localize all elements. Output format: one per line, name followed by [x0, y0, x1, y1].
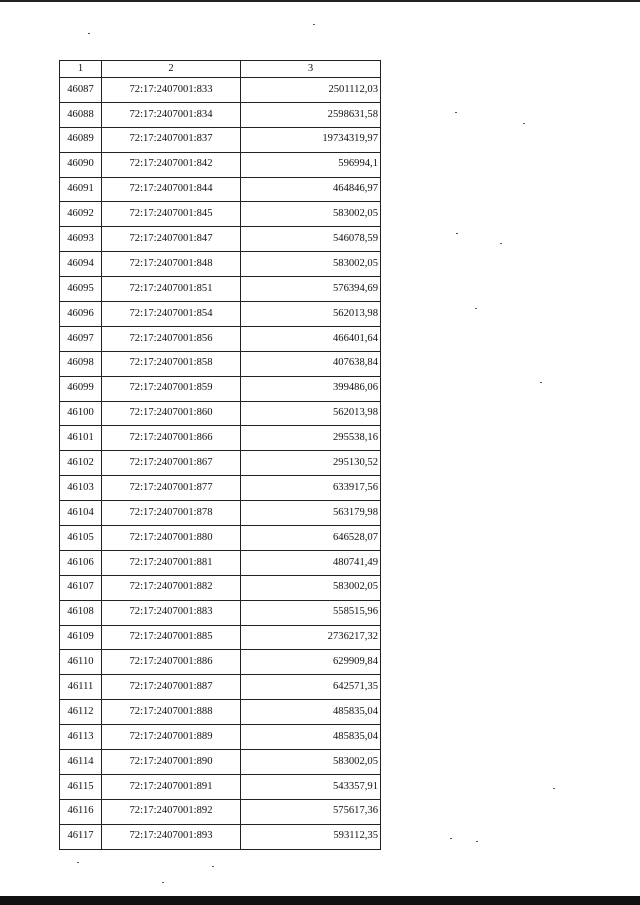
row-number: 46109 — [60, 625, 102, 650]
table-row — [60, 501, 381, 526]
cadastral-value: 2501112,03 — [241, 78, 381, 103]
cadastral-value: 485835,04 — [241, 700, 381, 725]
cadastral-number: 72:17:2407001:834 — [102, 102, 241, 127]
scan-speck — [540, 382, 542, 383]
row-number: 46095 — [60, 277, 102, 302]
row-number: 46114 — [60, 750, 102, 775]
row-number: 46096 — [60, 302, 102, 327]
row-number: 46094 — [60, 252, 102, 277]
row-number: 46090 — [60, 152, 102, 177]
cadastral-value: 563179,98 — [241, 501, 381, 526]
table-row — [60, 476, 381, 501]
table-row — [60, 401, 381, 426]
row-number: 46099 — [60, 376, 102, 401]
row-number: 46103 — [60, 476, 102, 501]
cadastral-number: 72:17:2407001:854 — [102, 302, 241, 327]
cadastral-value: 546078,59 — [241, 227, 381, 252]
cadastral-value: 576394,69 — [241, 277, 381, 302]
row-number: 46107 — [60, 575, 102, 600]
table-row — [60, 700, 381, 725]
table-row — [60, 302, 381, 327]
cadastral-value: 646528,07 — [241, 526, 381, 551]
cadastral-value: 575617,36 — [241, 799, 381, 824]
cadastral-value: 583002,05 — [241, 750, 381, 775]
cadastral-value: 485835,04 — [241, 725, 381, 750]
cadastral-number: 72:17:2407001:842 — [102, 152, 241, 177]
cadastral-value: 19734319,97 — [241, 127, 381, 152]
row-number: 46106 — [60, 550, 102, 575]
cadastral-number: 72:17:2407001:848 — [102, 252, 241, 277]
cadastral-number: 72:17:2407001:891 — [102, 774, 241, 799]
row-number: 46115 — [60, 774, 102, 799]
scan-speck — [455, 112, 457, 113]
row-number: 46087 — [60, 78, 102, 103]
cadastral-number: 72:17:2407001:859 — [102, 376, 241, 401]
scan-speck — [456, 233, 458, 234]
table-row — [60, 750, 381, 775]
cadastral-number: 72:17:2407001:887 — [102, 675, 241, 700]
row-number: 46104 — [60, 501, 102, 526]
cadastral-value: 480741,49 — [241, 550, 381, 575]
table-row — [60, 625, 381, 650]
row-number: 46100 — [60, 401, 102, 426]
table-row — [60, 426, 381, 451]
cadastral-value: 583002,05 — [241, 252, 381, 277]
cadastral-value: 558515,96 — [241, 600, 381, 625]
cadastral-number: 72:17:2407001:892 — [102, 799, 241, 824]
table-row — [60, 376, 381, 401]
row-number: 46089 — [60, 127, 102, 152]
table-row — [60, 675, 381, 700]
cadastral-value: 399486,06 — [241, 376, 381, 401]
scan-speck — [162, 882, 164, 883]
table-row — [60, 277, 381, 302]
table-row — [60, 575, 381, 600]
table-header-row — [60, 61, 381, 78]
cadastral-number: 72:17:2407001:845 — [102, 202, 241, 227]
table-row — [60, 600, 381, 625]
row-number: 46111 — [60, 675, 102, 700]
table-row — [60, 351, 381, 376]
table-row — [60, 326, 381, 351]
cadastral-number: 72:17:2407001:885 — [102, 625, 241, 650]
cadastral-value: 583002,05 — [241, 202, 381, 227]
scan-speck — [553, 788, 555, 789]
table-row — [60, 202, 381, 227]
cadastral-value: 642571,35 — [241, 675, 381, 700]
cadastral-value: 633917,56 — [241, 476, 381, 501]
cadastral-number: 72:17:2407001:866 — [102, 426, 241, 451]
table-row — [60, 824, 381, 849]
row-number: 46088 — [60, 102, 102, 127]
column-header-1: 1 — [60, 61, 102, 78]
scan-speck — [476, 841, 478, 842]
cadastral-number: 72:17:2407001:888 — [102, 700, 241, 725]
cadastral-number: 72:17:2407001:856 — [102, 326, 241, 351]
table-row — [60, 102, 381, 127]
scan-top-edge — [0, 0, 640, 2]
cadastral-number: 72:17:2407001:880 — [102, 526, 241, 551]
cadastral-number: 72:17:2407001:890 — [102, 750, 241, 775]
row-number: 46113 — [60, 725, 102, 750]
scan-speck — [212, 866, 214, 867]
cadastral-value: 629909,84 — [241, 650, 381, 675]
cadastral-value: 562013,98 — [241, 302, 381, 327]
row-number: 46093 — [60, 227, 102, 252]
cadastral-number: 72:17:2407001:877 — [102, 476, 241, 501]
table-row — [60, 650, 381, 675]
cadastral-number: 72:17:2407001:860 — [102, 401, 241, 426]
table-row — [60, 177, 381, 202]
table-row — [60, 252, 381, 277]
cadastral-number: 72:17:2407001:851 — [102, 277, 241, 302]
cadastral-value: 2598631,58 — [241, 102, 381, 127]
cadastral-value: 295538,16 — [241, 426, 381, 451]
cadastral-number: 72:17:2407001:858 — [102, 351, 241, 376]
cadastral-number: 72:17:2407001:878 — [102, 501, 241, 526]
scan-speck — [475, 308, 477, 309]
scan-speck — [523, 123, 525, 124]
cadastral-value: 295130,52 — [241, 451, 381, 476]
cadastral-number: 72:17:2407001:886 — [102, 650, 241, 675]
scan-speck — [77, 862, 79, 863]
table-row — [60, 550, 381, 575]
cadastral-value: 2736217,32 — [241, 625, 381, 650]
cadastral-number: 72:17:2407001:837 — [102, 127, 241, 152]
scan-speck — [500, 243, 502, 244]
scan-speck — [450, 838, 452, 839]
row-number: 46108 — [60, 600, 102, 625]
cadastral-number: 72:17:2407001:833 — [102, 78, 241, 103]
row-number: 46102 — [60, 451, 102, 476]
row-number: 46110 — [60, 650, 102, 675]
row-number: 46097 — [60, 326, 102, 351]
column-header-2: 2 — [102, 61, 241, 78]
cadastral-number: 72:17:2407001:867 — [102, 451, 241, 476]
cadastral-value: 596994,1 — [241, 152, 381, 177]
table-row — [60, 78, 381, 103]
table-row — [60, 799, 381, 824]
cadastral-number: 72:17:2407001:881 — [102, 550, 241, 575]
scan-speck — [88, 33, 90, 34]
row-number: 46091 — [60, 177, 102, 202]
table-row — [60, 526, 381, 551]
scan-bottom-edge — [0, 896, 640, 905]
cadastral-number: 72:17:2407001:882 — [102, 575, 241, 600]
table-row — [60, 152, 381, 177]
row-number: 46092 — [60, 202, 102, 227]
cadastral-value: 466401,64 — [241, 326, 381, 351]
row-number: 46098 — [60, 351, 102, 376]
cadastral-value: 543357,91 — [241, 774, 381, 799]
row-number: 46117 — [60, 824, 102, 849]
row-number: 46116 — [60, 799, 102, 824]
cadastral-number: 72:17:2407001:893 — [102, 824, 241, 849]
cadastral-number: 72:17:2407001:847 — [102, 227, 241, 252]
table-row — [60, 774, 381, 799]
table-row — [60, 451, 381, 476]
cadastral-value: 464846,97 — [241, 177, 381, 202]
row-number: 46112 — [60, 700, 102, 725]
table-row — [60, 127, 381, 152]
cadastral-value: 562013,98 — [241, 401, 381, 426]
cadastral-number: 72:17:2407001:844 — [102, 177, 241, 202]
cadastral-number: 72:17:2407001:889 — [102, 725, 241, 750]
column-header-3: 3 — [241, 61, 381, 78]
cadastral-value: 583002,05 — [241, 575, 381, 600]
cadastral-table — [59, 60, 381, 850]
table-row — [60, 725, 381, 750]
cadastral-number: 72:17:2407001:883 — [102, 600, 241, 625]
cadastral-value: 407638,84 — [241, 351, 381, 376]
cadastral-value: 593112,35 — [241, 824, 381, 849]
scan-speck — [313, 24, 315, 25]
row-number: 46101 — [60, 426, 102, 451]
row-number: 46105 — [60, 526, 102, 551]
table-row — [60, 227, 381, 252]
